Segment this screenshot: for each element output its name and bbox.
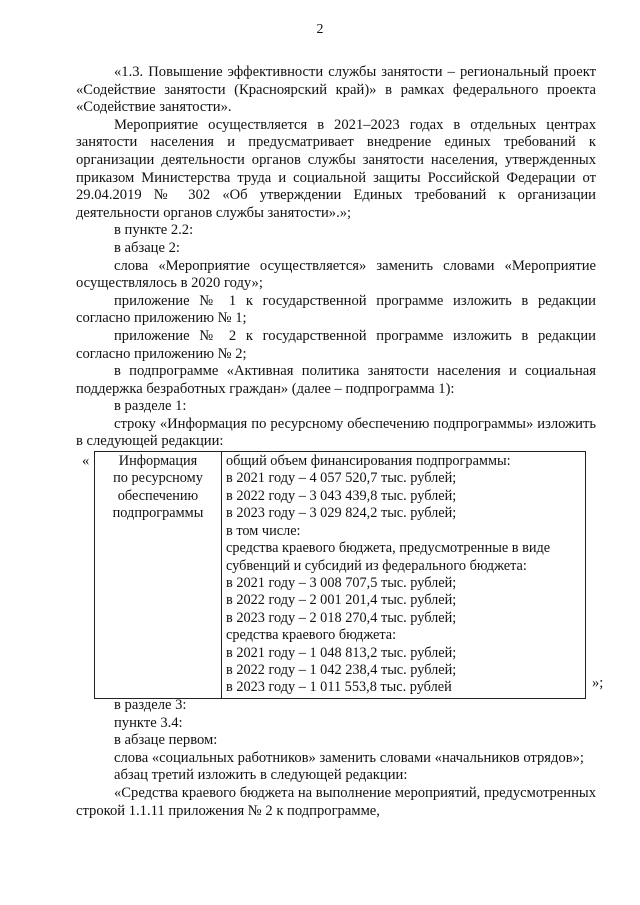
resource-table-block [76, 451, 604, 697]
value-line: в 2022 году – 3 043 439,8 тыс. рублей; [226, 487, 457, 504]
table-label-cell [95, 452, 222, 699]
paragraph: Мероприятие осуществляется в 2021–2023 годах в отдельных центрах занятости населения и предусматривает внедрение единых требований к организации деятельности органов службы занятости населения, утвержденных приказом Министерства труда и социальной защиты Российской Федерации от 29.04.2019 № 302 «Об утверждении Единых требований к организации деятельности органов службы занятости».»; [76, 116, 596, 221]
paragraph: приложение № 2 к государственной программе изложить в редакции согласно приложению № 2; [76, 327, 596, 362]
paragraph: пункте 3.4: [114, 714, 183, 731]
page-number: 2 [316, 22, 324, 37]
paragraph: в подпрограмме «Активная политика занятости населения и социальная поддержка безработных граждан» (далее – подпрограмма 1): [76, 363, 596, 397]
label-line: подпрограммы [112, 505, 204, 522]
paragraph: абзац третий изложить в следующей редакции: [114, 767, 408, 784]
value-line: в 2021 году – 1 048 813,2 тыс. рублей; [226, 644, 457, 661]
value-line: средства краевого бюджета, предусмотренные в виде субвенций и субсидий из федерального бюджета: [226, 540, 551, 574]
value-line: средства краевого бюджета: [226, 627, 397, 644]
paragraph: «1.3. Повышение эффективности службы занятости – региональный проект «Содействие занятости (Красноярский край)» в рамках федерального проекта «Содействие занятости». [76, 64, 596, 116]
paragraph: в пункте 2.2: [114, 222, 194, 239]
table-row [95, 452, 586, 699]
paragraph: в разделе 3: [114, 697, 187, 714]
resource-info-table [94, 451, 586, 699]
label-line: обеспечению [117, 487, 199, 504]
value-line: в 2021 году – 3 008 707,5 тыс. рублей; [226, 574, 457, 591]
paragraph: слова «социальных работников» заменить словами «начальников отрядов»; [114, 749, 584, 766]
value-line: в 2023 году – 3 029 824,2 тыс. рублей; [226, 505, 457, 522]
paragraph: «Средства краевого бюджета на выполнение мероприятий, предусмотренных строкой 1.1.11 приложения № 2 к подпрограмме, [76, 785, 596, 819]
value-line: в том числе: [226, 522, 301, 539]
label-line: по ресурсному [113, 470, 203, 487]
value-line: общий объем финансирования подпрограммы: [226, 453, 511, 470]
value-line: в 2023 году – 1 011 553,8 тыс. рублей [226, 679, 452, 696]
document-body [76, 64, 604, 820]
value-line: в 2022 году – 1 042 238,4 тыс. рублей; [226, 661, 457, 678]
paragraph: строку «Информация по ресурсному обеспечению подпрограммы» изложить в следующей редакции: [76, 415, 596, 450]
table-value-cell [222, 452, 586, 699]
paragraph: в абзаце 2: [114, 239, 180, 256]
close-quote: »; [592, 675, 604, 692]
paragraph: приложение № 1 к государственной программе изложить в редакции согласно приложению № 1; [76, 292, 596, 327]
paragraph: в разделе 1: [114, 398, 187, 415]
value-line: в 2022 году – 2 001 201,4 тыс. рублей; [226, 592, 457, 609]
paragraph: слова «Мероприятие осуществляется» заменить словами «Мероприятие осуществлялось в 2020 году»; [76, 257, 596, 292]
value-line: в 2021 году – 4 057 520,7 тыс. рублей; [226, 470, 457, 487]
paragraph: в абзаце первом: [114, 732, 218, 749]
label-line: Информация [118, 453, 198, 470]
value-line: в 2023 году – 2 018 270,4 тыс. рублей; [226, 609, 457, 626]
open-quote: « [82, 453, 90, 470]
